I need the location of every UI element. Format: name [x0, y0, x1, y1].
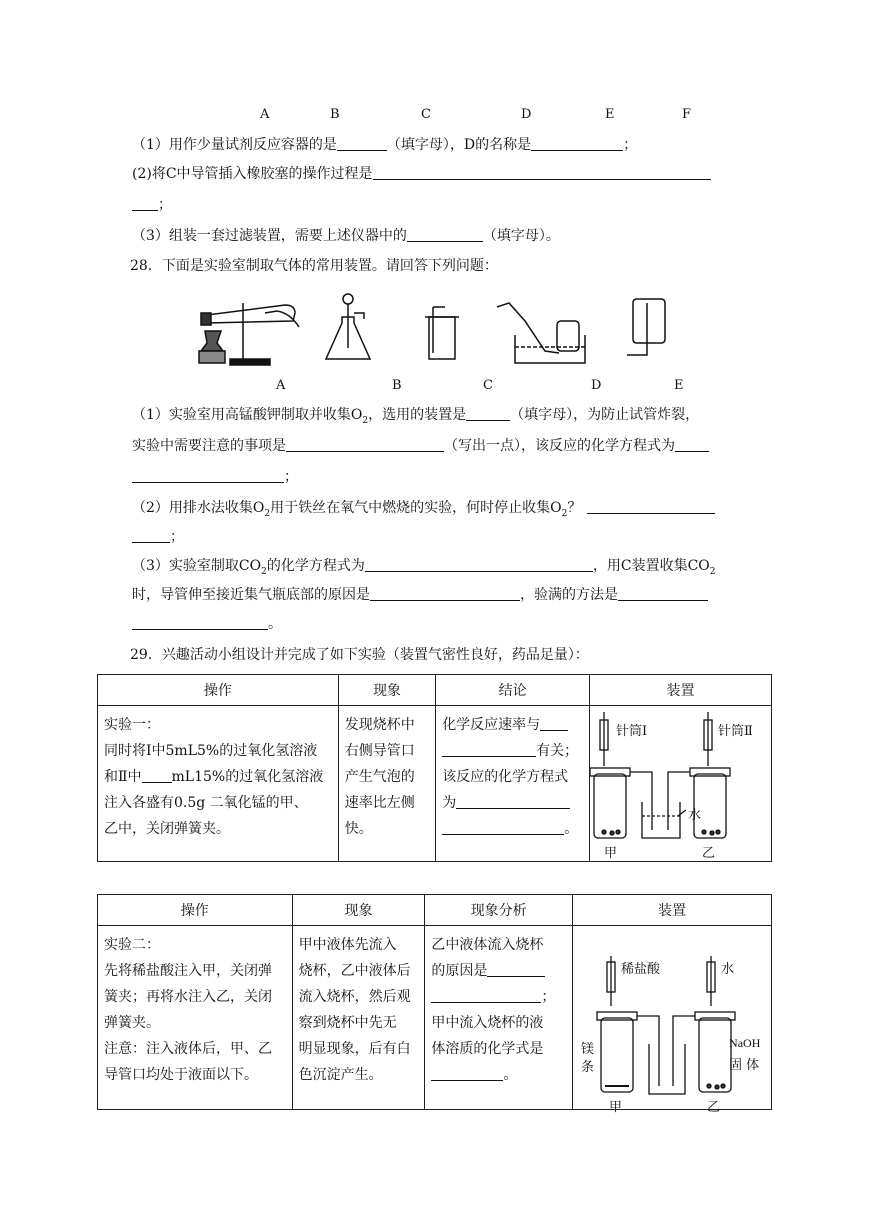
label-solid: 固 体: [729, 1058, 760, 1073]
label-jia: 甲: [609, 1100, 623, 1115]
q28-part3-line2: 时，导管伸至接近集气瓶底部的原因是 ，验满的方法是: [132, 585, 708, 605]
q28-letter-e: E: [674, 378, 684, 393]
header-apparatus: 装置: [590, 675, 772, 706]
label-water: 水: [721, 962, 735, 977]
q27-letter-c: C: [421, 107, 431, 122]
q28-letter-a: A: [276, 378, 286, 393]
q27-letter-b: B: [330, 107, 340, 122]
apparatus-a-heating-tube: [199, 303, 299, 365]
experiment-one-phenomenon: 发现烧杯中 右侧导管口 产生气泡的 速率比左侧 快。: [338, 706, 435, 862]
answer-blank[interactable]: [531, 136, 623, 151]
q28-letter-d: D: [591, 378, 602, 393]
q28-letter-c: C: [483, 378, 493, 393]
answer-blank[interactable]: [365, 557, 593, 572]
header-analysis: 现象分析: [425, 895, 573, 926]
label-yi: 乙: [702, 846, 716, 861]
experiment-one-operation: 实验一： 同时将Ⅰ中5mL5%的过氧化氢溶液 和Ⅱ中 mL15%的过氧化氢溶液 注入各盛有0.5g 二氧化锰的甲、 乙中，关闭弹簧夹。: [98, 706, 339, 862]
q28-part3-line3: 。: [132, 614, 282, 634]
answer-blank[interactable]: [373, 165, 711, 180]
q28-part1-line2: 实验中需要注意的事项是 （写出一点），该反应的化学方程式为: [132, 436, 709, 456]
experiment-two-apparatus-drawing: [573, 926, 769, 1106]
answer-blank[interactable]: [675, 437, 709, 452]
label-naoh: NaOH: [729, 1036, 761, 1050]
q28-part2: （2）用排水法收集$O_2$用于铁丝在氧气中燃烧的实验，何时停止收集$O_2$？: [132, 498, 715, 524]
experiment-one-conclusion: 化学反应速率与 有关； 该反应的化学方程式 为 。: [436, 706, 590, 862]
answer-blank[interactable]: [132, 615, 268, 630]
label-jia: 甲: [604, 846, 618, 861]
answer-blank[interactable]: [370, 586, 520, 601]
q27-letter-d: D: [521, 107, 532, 122]
q27-part2: (2)将C中导管插入橡胶塞的操作过程是: [132, 164, 711, 184]
answer-blank[interactable]: [431, 1066, 503, 1081]
answer-blank[interactable]: [618, 586, 708, 601]
q28-part1-line1: （1）实验室用高锰酸钾制取并收集$O_2$，选用的装置是 （填字母），为防止试管炸裂，: [132, 407, 700, 426]
q29-stem: 29．兴趣活动小组设计并完成了如下实验（装置气密性良好，药品足量）：: [130, 647, 589, 663]
experiment-two-operation: 实验二： 先将稀盐酸注入甲，关闭弹 簧夹；再将水注入乙，关闭 弹簧夹。 注意：注入液体后，甲、乙 导管口均处于液面以下。: [98, 926, 293, 1110]
header-operation: 操作: [98, 675, 339, 706]
q27-letter-e: E: [605, 107, 615, 122]
q28-stem: 28．下面是实验室制取气体的常用装置。请回答下列问题：: [130, 258, 498, 274]
answer-blank[interactable]: [587, 499, 715, 514]
answer-blank[interactable]: [540, 716, 568, 731]
q28-letter-b: B: [392, 378, 402, 393]
label-syringe-2: 针筒Ⅱ: [718, 724, 753, 739]
apparatus-d-water-trough: [497, 303, 585, 363]
header-phenomenon: 现象: [292, 895, 425, 926]
label-strip: 条: [581, 1060, 595, 1075]
answer-blank[interactable]: [142, 768, 172, 783]
label-magnesium: 镁: [581, 1042, 595, 1057]
label-water: 水: [688, 808, 702, 823]
answer-blank[interactable]: [456, 794, 570, 809]
q27-letter-a: A: [260, 107, 270, 122]
header-operation: 操作: [98, 895, 293, 926]
label-yi: 乙: [707, 1100, 721, 1115]
q27-part2-cont: ；: [132, 195, 172, 215]
header-phenomenon: 现象: [338, 675, 435, 706]
answer-blank[interactable]: [337, 136, 387, 151]
answer-blank[interactable]: [286, 437, 444, 452]
q28-part2-cont: ；: [132, 527, 184, 547]
q27-letter-f: F: [682, 107, 692, 122]
answer-blank[interactable]: [132, 196, 158, 211]
q28-part3-line1: （3）实验室制取$CO_2$的化学方程式为 ，用C装置收集$CO_2$: [132, 558, 716, 577]
header-apparatus: 装置: [573, 895, 772, 926]
experiment-two-table: [97, 894, 772, 1115]
apparatus-e-collecting-bottle: [627, 299, 665, 355]
experiment-two-phenomenon: 甲中液体先流入 烧杯，乙中液体后 流入烧杯，然后观 察到烧杯中先无 明显现象，后有白 色沉淀产生。: [292, 926, 425, 1110]
q28-part1-line3: ；: [132, 467, 298, 487]
header-conclusion: 结论: [436, 675, 590, 706]
answer-blank[interactable]: [431, 988, 541, 1003]
answer-blank[interactable]: [487, 962, 545, 977]
answer-blank[interactable]: [132, 528, 170, 543]
answer-blank[interactable]: [442, 742, 536, 757]
apparatus-b-flask: [326, 294, 370, 359]
answer-blank[interactable]: [407, 227, 483, 242]
answer-blank[interactable]: [466, 406, 510, 421]
apparatus-c-gas-bottle: [425, 307, 459, 359]
experiment-two-apparatus: [573, 926, 772, 1115]
answer-blank[interactable]: [442, 820, 564, 835]
experiment-two-analysis: 乙中液体流入烧杯 的原因是 ； 甲中流入烧杯的液 体溶质的化学式是 。: [425, 926, 573, 1110]
q28-apparatus-figure: [195, 293, 695, 373]
experiment-one-apparatus: [590, 706, 772, 862]
label-syringe-1: 针筒Ⅰ: [616, 724, 648, 739]
q27-part1: （1）用作少量试剂反应容器的是 （填字母），D的名称是 ；: [132, 137, 638, 153]
q27-part3: （3）组装一套过滤装置，需要上述仪器中的 （填字母）。: [132, 228, 560, 244]
experiment-one-table: [97, 674, 772, 862]
label-dilute-hcl: 稀盐酸: [621, 962, 661, 977]
answer-blank[interactable]: [132, 468, 284, 483]
